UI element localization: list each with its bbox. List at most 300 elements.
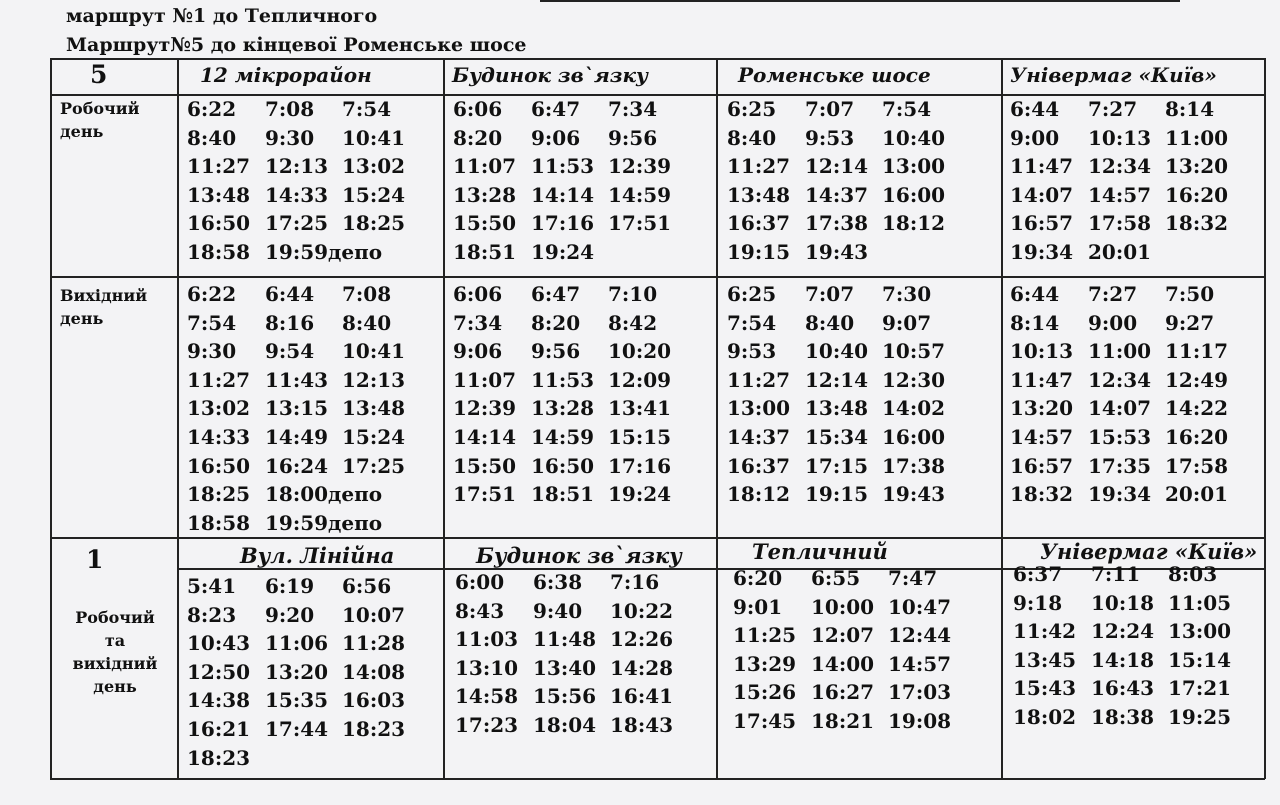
departure-time: 16:24 bbox=[265, 453, 329, 478]
time-row bbox=[187, 339, 437, 368]
departure-time: 18:02 bbox=[1013, 704, 1077, 729]
departure-time: 10:40 bbox=[882, 125, 946, 150]
route5-weekend-times-romenske-shose bbox=[727, 282, 992, 511]
departure-time: 6:44 bbox=[1010, 97, 1060, 121]
time-row bbox=[733, 709, 998, 738]
departure-time: 17:51 bbox=[608, 211, 672, 236]
departure-time: 7:54 bbox=[882, 97, 932, 121]
route5-weekday-label bbox=[60, 97, 140, 143]
departure-time: 10:00 bbox=[811, 594, 875, 619]
time-row bbox=[187, 154, 437, 183]
departure-time: 18:38 bbox=[1091, 704, 1155, 729]
departure-time: 17:35 bbox=[1088, 453, 1152, 478]
departure-time: 19:24 bbox=[531, 239, 595, 264]
departure-time: 14:57 bbox=[1088, 182, 1152, 207]
departure-time: 9:53 bbox=[805, 125, 855, 150]
departure-time: 13:48 bbox=[727, 182, 791, 207]
departure-time: 16:50 bbox=[187, 453, 251, 478]
label-line: Робочий bbox=[75, 608, 155, 627]
time-row bbox=[455, 713, 710, 742]
departure-time: 14:00 bbox=[811, 651, 875, 676]
departure-time: 7:07 bbox=[805, 97, 855, 121]
departure-time: 6:37 bbox=[1013, 562, 1063, 586]
departure-time: 15:53 bbox=[1088, 424, 1152, 449]
departure-time: 15:56 bbox=[533, 684, 597, 709]
route5-weekend-times-budynok-zviazku bbox=[453, 282, 708, 511]
departure-time: 14:07 bbox=[1010, 182, 1074, 207]
departure-time: 15:26 bbox=[733, 680, 797, 705]
grid-line bbox=[1264, 58, 1266, 779]
route1-stop-1: Вул. Лінійна bbox=[240, 543, 395, 568]
departure-time: 7:07 bbox=[805, 282, 855, 306]
departure-time: 13:28 bbox=[531, 396, 595, 421]
departure-time: 7:54 bbox=[187, 310, 237, 335]
departure-time: 13:02 bbox=[342, 154, 406, 179]
departure-time: 14:37 bbox=[805, 182, 869, 207]
departure-time: 8:40 bbox=[342, 310, 392, 335]
time-row bbox=[455, 570, 710, 599]
departure-time: 7:50 bbox=[1165, 282, 1215, 306]
departure-time: 13:00 bbox=[727, 396, 791, 421]
departure-time: 16:27 bbox=[811, 680, 875, 705]
departure-time: 6:56 bbox=[342, 574, 392, 598]
time-row bbox=[455, 627, 710, 656]
departure-time: 13:28 bbox=[453, 182, 517, 207]
time-row bbox=[187, 454, 437, 483]
departure-time: 11:48 bbox=[533, 627, 597, 652]
departure-time: 15:50 bbox=[453, 453, 517, 478]
departure-time: 18:12 bbox=[882, 211, 946, 236]
departure-time: 10:18 bbox=[1091, 590, 1155, 615]
route5-weekend-times-12-mikroraion bbox=[187, 282, 437, 539]
time-row bbox=[1010, 368, 1260, 397]
time-row bbox=[727, 339, 992, 368]
time-row bbox=[453, 425, 708, 454]
departure-time: 14:02 bbox=[882, 396, 946, 421]
time-row bbox=[187, 688, 437, 717]
route5-stop-4: Універмаг «Київ» bbox=[1010, 63, 1217, 87]
departure-time: 14:18 bbox=[1091, 647, 1155, 672]
departure-time: 8:14 bbox=[1010, 310, 1060, 335]
time-row bbox=[187, 511, 437, 540]
route1-times-teplychnyi bbox=[733, 566, 998, 738]
departure-time: 17:16 bbox=[531, 211, 595, 236]
departure-time: 14:59 bbox=[608, 182, 672, 207]
departure-time: 12:34 bbox=[1088, 154, 1152, 179]
route5-weekday-times-univermah-kyiv bbox=[1010, 97, 1260, 269]
departure-time: 17:38 bbox=[805, 211, 869, 236]
departure-time: 11:47 bbox=[1010, 154, 1074, 179]
departure-time: 9:40 bbox=[533, 598, 583, 623]
departure-time: 12:49 bbox=[1165, 367, 1229, 392]
departure-time: 8:40 bbox=[727, 125, 777, 150]
departure-time: 12:13 bbox=[265, 154, 329, 179]
departure-time: 7:08 bbox=[342, 282, 392, 306]
time-row bbox=[453, 126, 708, 155]
departure-time: 5:41 bbox=[187, 574, 237, 598]
departure-time: 14:57 bbox=[888, 651, 952, 676]
departure-time: 12:14 bbox=[805, 367, 869, 392]
departure-time: 9:06 bbox=[531, 125, 581, 150]
grid-line bbox=[177, 58, 179, 779]
time-row bbox=[1010, 425, 1260, 454]
departure-time: 16:21 bbox=[187, 716, 251, 741]
departure-time: 19:24 bbox=[608, 482, 672, 507]
departure-time: 17:21 bbox=[1168, 676, 1232, 701]
departure-time: 13:29 bbox=[733, 651, 797, 676]
departure-time: 19:08 bbox=[888, 708, 952, 733]
departure-time: 14:37 bbox=[727, 424, 791, 449]
time-row bbox=[455, 656, 710, 685]
departure-time: 10:41 bbox=[342, 339, 406, 364]
departure-time: 6:06 bbox=[453, 282, 503, 306]
route1-stop-2: Будинок зв`язку bbox=[476, 543, 682, 568]
departure-time: 8:43 bbox=[455, 598, 505, 623]
departure-time: 17:25 bbox=[342, 453, 406, 478]
departure-time: 12:13 bbox=[342, 367, 406, 392]
departure-time: 19:43 bbox=[882, 482, 946, 507]
departure-time: 6:22 bbox=[187, 97, 237, 121]
departure-time: 20:01 bbox=[1165, 482, 1229, 507]
label-line: Робочий bbox=[60, 99, 140, 118]
departure-time: 16:20 bbox=[1165, 182, 1229, 207]
departure-time: 8:14 bbox=[1165, 97, 1215, 121]
departure-time: 11:03 bbox=[455, 627, 519, 652]
time-row bbox=[733, 623, 998, 652]
time-row bbox=[187, 311, 437, 340]
departure-time: 9:20 bbox=[265, 602, 315, 627]
departure-time: 16:50 bbox=[187, 211, 251, 236]
departure-time: 19:34 bbox=[1010, 239, 1074, 264]
time-row bbox=[727, 482, 992, 511]
departure-time: 9:00 bbox=[1088, 310, 1138, 335]
departure-time: 18:51 bbox=[453, 239, 517, 264]
departure-time: 18:25 bbox=[342, 211, 406, 236]
time-row bbox=[453, 311, 708, 340]
departure-time: 17:44 bbox=[265, 716, 329, 741]
route5-number: 5 bbox=[90, 60, 108, 89]
departure-time: 11:25 bbox=[733, 623, 797, 648]
route5-weekend-label bbox=[60, 284, 147, 330]
departure-time: 12:07 bbox=[811, 623, 875, 648]
departure-time: 18:23 bbox=[342, 716, 406, 741]
departure-time: 12:14 bbox=[805, 154, 869, 179]
time-row bbox=[727, 396, 992, 425]
departure-time: 12:39 bbox=[608, 154, 672, 179]
time-row bbox=[1010, 482, 1260, 511]
departure-time: 9:01 bbox=[733, 594, 783, 619]
departure-time: 11:28 bbox=[342, 631, 406, 656]
departure-time: 7:08 bbox=[265, 97, 315, 121]
departure-time: 7:11 bbox=[1091, 562, 1141, 586]
departure-time: 10:13 bbox=[1010, 339, 1074, 364]
departure-time: 18:04 bbox=[533, 712, 597, 737]
grid-line bbox=[50, 58, 1265, 60]
time-row bbox=[455, 684, 710, 713]
time-row bbox=[453, 396, 708, 425]
time-row bbox=[1013, 619, 1258, 648]
time-row bbox=[187, 282, 437, 311]
grid-line bbox=[50, 778, 1265, 780]
departure-time: 17:51 bbox=[453, 482, 517, 507]
time-row bbox=[727, 183, 992, 212]
route5-weekend-times-univermah-kyiv bbox=[1010, 282, 1260, 511]
time-row bbox=[1010, 211, 1260, 240]
departure-time: 17:23 bbox=[455, 712, 519, 737]
departure-time: 20:01 bbox=[1088, 239, 1152, 264]
departure-time: 17:45 bbox=[733, 708, 797, 733]
route1-stop-3: Тепличний bbox=[752, 539, 888, 564]
departure-time: 19:15 bbox=[727, 239, 791, 264]
time-row bbox=[187, 425, 437, 454]
departure-time: 13:20 bbox=[265, 659, 329, 684]
route1-number: 1 bbox=[86, 545, 104, 574]
departure-time: 11:17 bbox=[1165, 339, 1229, 364]
departure-time: 7:30 bbox=[882, 282, 932, 306]
departure-time: 9:27 bbox=[1165, 310, 1215, 335]
departure-time: 19:43 bbox=[805, 239, 869, 264]
time-row bbox=[187, 240, 437, 269]
time-row bbox=[187, 97, 437, 126]
departure-time: 14:33 bbox=[187, 424, 251, 449]
time-row bbox=[453, 240, 708, 269]
departure-time: 14:08 bbox=[342, 659, 406, 684]
departure-time: 6:22 bbox=[187, 282, 237, 306]
departure-time: 11:00 bbox=[1165, 125, 1229, 150]
grid-line bbox=[50, 94, 1265, 96]
departure-time: 6:00 bbox=[455, 570, 505, 594]
departure-time: 10:47 bbox=[888, 594, 952, 619]
departure-time: 7:47 bbox=[888, 566, 938, 590]
departure-time: 16:20 bbox=[1165, 424, 1229, 449]
time-row bbox=[727, 211, 992, 240]
label-line: та bbox=[104, 631, 126, 650]
departure-time: 9:06 bbox=[453, 339, 503, 364]
departure-time: 19:59депо bbox=[265, 239, 383, 264]
departure-time: 10:43 bbox=[187, 631, 251, 656]
departure-time: 9:56 bbox=[531, 339, 581, 364]
route1-heading: маршрут №1 до Тепличного bbox=[66, 5, 378, 27]
departure-time: 11:53 bbox=[531, 367, 595, 392]
departure-time: 16:03 bbox=[342, 688, 406, 713]
departure-time: 12:26 bbox=[610, 627, 674, 652]
departure-time: 8:40 bbox=[187, 125, 237, 150]
departure-time: 12:34 bbox=[1088, 367, 1152, 392]
departure-time: 13:10 bbox=[455, 655, 519, 680]
time-row bbox=[187, 126, 437, 155]
departure-time: 6:47 bbox=[531, 282, 581, 306]
label-line: Вихідний bbox=[60, 286, 148, 305]
departure-time: 12:50 bbox=[187, 659, 251, 684]
departure-time: 18:12 bbox=[727, 482, 791, 507]
departure-time: 9:30 bbox=[265, 125, 315, 150]
time-row bbox=[1013, 676, 1258, 705]
departure-time: 16:57 bbox=[1010, 211, 1074, 236]
departure-time: 16:43 bbox=[1091, 676, 1155, 701]
departure-time: 6:20 bbox=[733, 566, 783, 590]
departure-time: 14:22 bbox=[1165, 396, 1229, 421]
departure-time: 8:20 bbox=[453, 125, 503, 150]
departure-time: 11:27 bbox=[727, 367, 791, 392]
route1-days-label bbox=[60, 606, 170, 698]
departure-time: 12:30 bbox=[882, 367, 946, 392]
departure-time: 15:43 bbox=[1013, 676, 1077, 701]
time-row bbox=[453, 97, 708, 126]
grid-line bbox=[716, 58, 718, 779]
departure-time: 18:51 bbox=[531, 482, 595, 507]
departure-time: 13:48 bbox=[187, 182, 251, 207]
time-row bbox=[1010, 154, 1260, 183]
time-row bbox=[733, 680, 998, 709]
departure-time: 11:07 bbox=[453, 367, 517, 392]
time-row bbox=[187, 631, 437, 660]
departure-time: 16:37 bbox=[727, 453, 791, 478]
time-row bbox=[455, 599, 710, 628]
departure-time: 13:45 bbox=[1013, 647, 1077, 672]
departure-time: 18:00депо bbox=[265, 482, 383, 507]
departure-time: 9:07 bbox=[882, 310, 932, 335]
departure-time: 11:06 bbox=[265, 631, 329, 656]
departure-time: 14:59 bbox=[531, 424, 595, 449]
departure-time: 9:56 bbox=[608, 125, 658, 150]
departure-time: 13:15 bbox=[265, 396, 329, 421]
departure-time: 6:44 bbox=[265, 282, 315, 306]
time-row bbox=[1013, 705, 1258, 734]
departure-time: 13:20 bbox=[1010, 396, 1074, 421]
departure-time: 13:41 bbox=[608, 396, 672, 421]
departure-time: 15:14 bbox=[1168, 647, 1232, 672]
departure-time: 17:16 bbox=[608, 453, 672, 478]
departure-time: 18:58 bbox=[187, 239, 251, 264]
departure-time: 16:00 bbox=[882, 424, 946, 449]
departure-time: 14:07 bbox=[1088, 396, 1152, 421]
departure-time: 11:47 bbox=[1010, 367, 1074, 392]
departure-time: 17:03 bbox=[888, 680, 952, 705]
departure-time: 11:27 bbox=[187, 367, 251, 392]
time-row bbox=[453, 339, 708, 368]
departure-time: 10:22 bbox=[610, 598, 674, 623]
time-row bbox=[187, 603, 437, 632]
route1-times-univermah-kyiv bbox=[1013, 562, 1258, 734]
departure-time: 16:57 bbox=[1010, 453, 1074, 478]
departure-time: 15:24 bbox=[342, 424, 406, 449]
time-row bbox=[453, 454, 708, 483]
departure-time: 10:57 bbox=[882, 339, 946, 364]
departure-time: 15:24 bbox=[342, 182, 406, 207]
departure-time: 19:15 bbox=[805, 482, 869, 507]
time-row bbox=[733, 595, 998, 624]
departure-time: 18:21 bbox=[811, 708, 875, 733]
time-row bbox=[1010, 282, 1260, 311]
route5-stop-3: Роменське шосе bbox=[738, 63, 931, 87]
time-row bbox=[453, 482, 708, 511]
departure-time: 17:58 bbox=[1088, 211, 1152, 236]
departure-time: 18:23 bbox=[187, 745, 251, 770]
departure-time: 11:27 bbox=[187, 154, 251, 179]
departure-time: 15:50 bbox=[453, 211, 517, 236]
departure-time: 14:38 bbox=[187, 688, 251, 713]
time-row bbox=[733, 652, 998, 681]
time-row bbox=[727, 454, 992, 483]
time-row bbox=[1010, 183, 1260, 212]
time-row bbox=[727, 311, 992, 340]
grid-line bbox=[50, 58, 52, 779]
route1-stop-4: Універмаг «Київ» bbox=[1040, 539, 1258, 564]
departure-time: 10:07 bbox=[342, 602, 406, 627]
time-row bbox=[187, 660, 437, 689]
time-row bbox=[727, 282, 992, 311]
route1-times-budynok-zviazku bbox=[455, 570, 710, 742]
time-row bbox=[187, 482, 437, 511]
time-row bbox=[733, 566, 998, 595]
departure-time: 18:32 bbox=[1010, 482, 1074, 507]
departure-time: 6:25 bbox=[727, 282, 777, 306]
departure-time: 7:54 bbox=[727, 310, 777, 335]
departure-time: 6:19 bbox=[265, 574, 315, 598]
departure-time: 11:53 bbox=[531, 154, 595, 179]
time-row bbox=[727, 425, 992, 454]
label-line: день bbox=[93, 677, 137, 696]
departure-time: 13:48 bbox=[805, 396, 869, 421]
departure-time: 7:34 bbox=[453, 310, 503, 335]
time-row bbox=[1010, 97, 1260, 126]
departure-time: 6:38 bbox=[533, 570, 583, 594]
departure-time: 14:14 bbox=[453, 424, 517, 449]
departure-time: 17:15 bbox=[805, 453, 869, 478]
route5-heading: Маршрут№5 до кінцевої Роменське шосе bbox=[66, 34, 527, 56]
grid-line bbox=[443, 58, 445, 779]
departure-time: 14:57 bbox=[1010, 424, 1074, 449]
departure-time: 18:58 bbox=[187, 510, 251, 535]
departure-time: 16:00 bbox=[882, 182, 946, 207]
departure-time: 14:14 bbox=[531, 182, 595, 207]
departure-time: 11:07 bbox=[453, 154, 517, 179]
time-row bbox=[453, 282, 708, 311]
label-line: вихідний bbox=[72, 654, 158, 673]
departure-time: 17:25 bbox=[265, 211, 329, 236]
departure-time: 14:49 bbox=[265, 424, 329, 449]
departure-time: 14:33 bbox=[265, 182, 329, 207]
departure-time: 14:28 bbox=[610, 655, 674, 680]
time-row bbox=[187, 746, 437, 775]
departure-time: 18:25 bbox=[187, 482, 251, 507]
departure-time: 9:30 bbox=[187, 339, 237, 364]
departure-time: 10:20 bbox=[608, 339, 672, 364]
time-row bbox=[727, 126, 992, 155]
departure-time: 10:40 bbox=[805, 339, 869, 364]
departure-time: 8:42 bbox=[608, 310, 658, 335]
departure-time: 16:37 bbox=[727, 211, 791, 236]
label-line: день bbox=[60, 122, 104, 141]
departure-time: 7:27 bbox=[1088, 97, 1138, 121]
time-row bbox=[727, 154, 992, 183]
departure-time: 15:15 bbox=[608, 424, 672, 449]
departure-time: 12:09 bbox=[608, 367, 672, 392]
time-row bbox=[1010, 396, 1260, 425]
departure-time: 13:00 bbox=[1168, 619, 1232, 644]
time-row bbox=[187, 717, 437, 746]
departure-time: 6:44 bbox=[1010, 282, 1060, 306]
time-row bbox=[453, 368, 708, 397]
departure-time: 8:03 bbox=[1168, 562, 1218, 586]
route1-times-vul-liniina bbox=[187, 574, 437, 774]
departure-time: 12:44 bbox=[888, 623, 952, 648]
top-rule bbox=[540, 0, 1180, 2]
departure-time: 13:48 bbox=[342, 396, 406, 421]
grid-line bbox=[1001, 58, 1003, 779]
departure-time: 15:35 bbox=[265, 688, 329, 713]
time-row bbox=[187, 368, 437, 397]
